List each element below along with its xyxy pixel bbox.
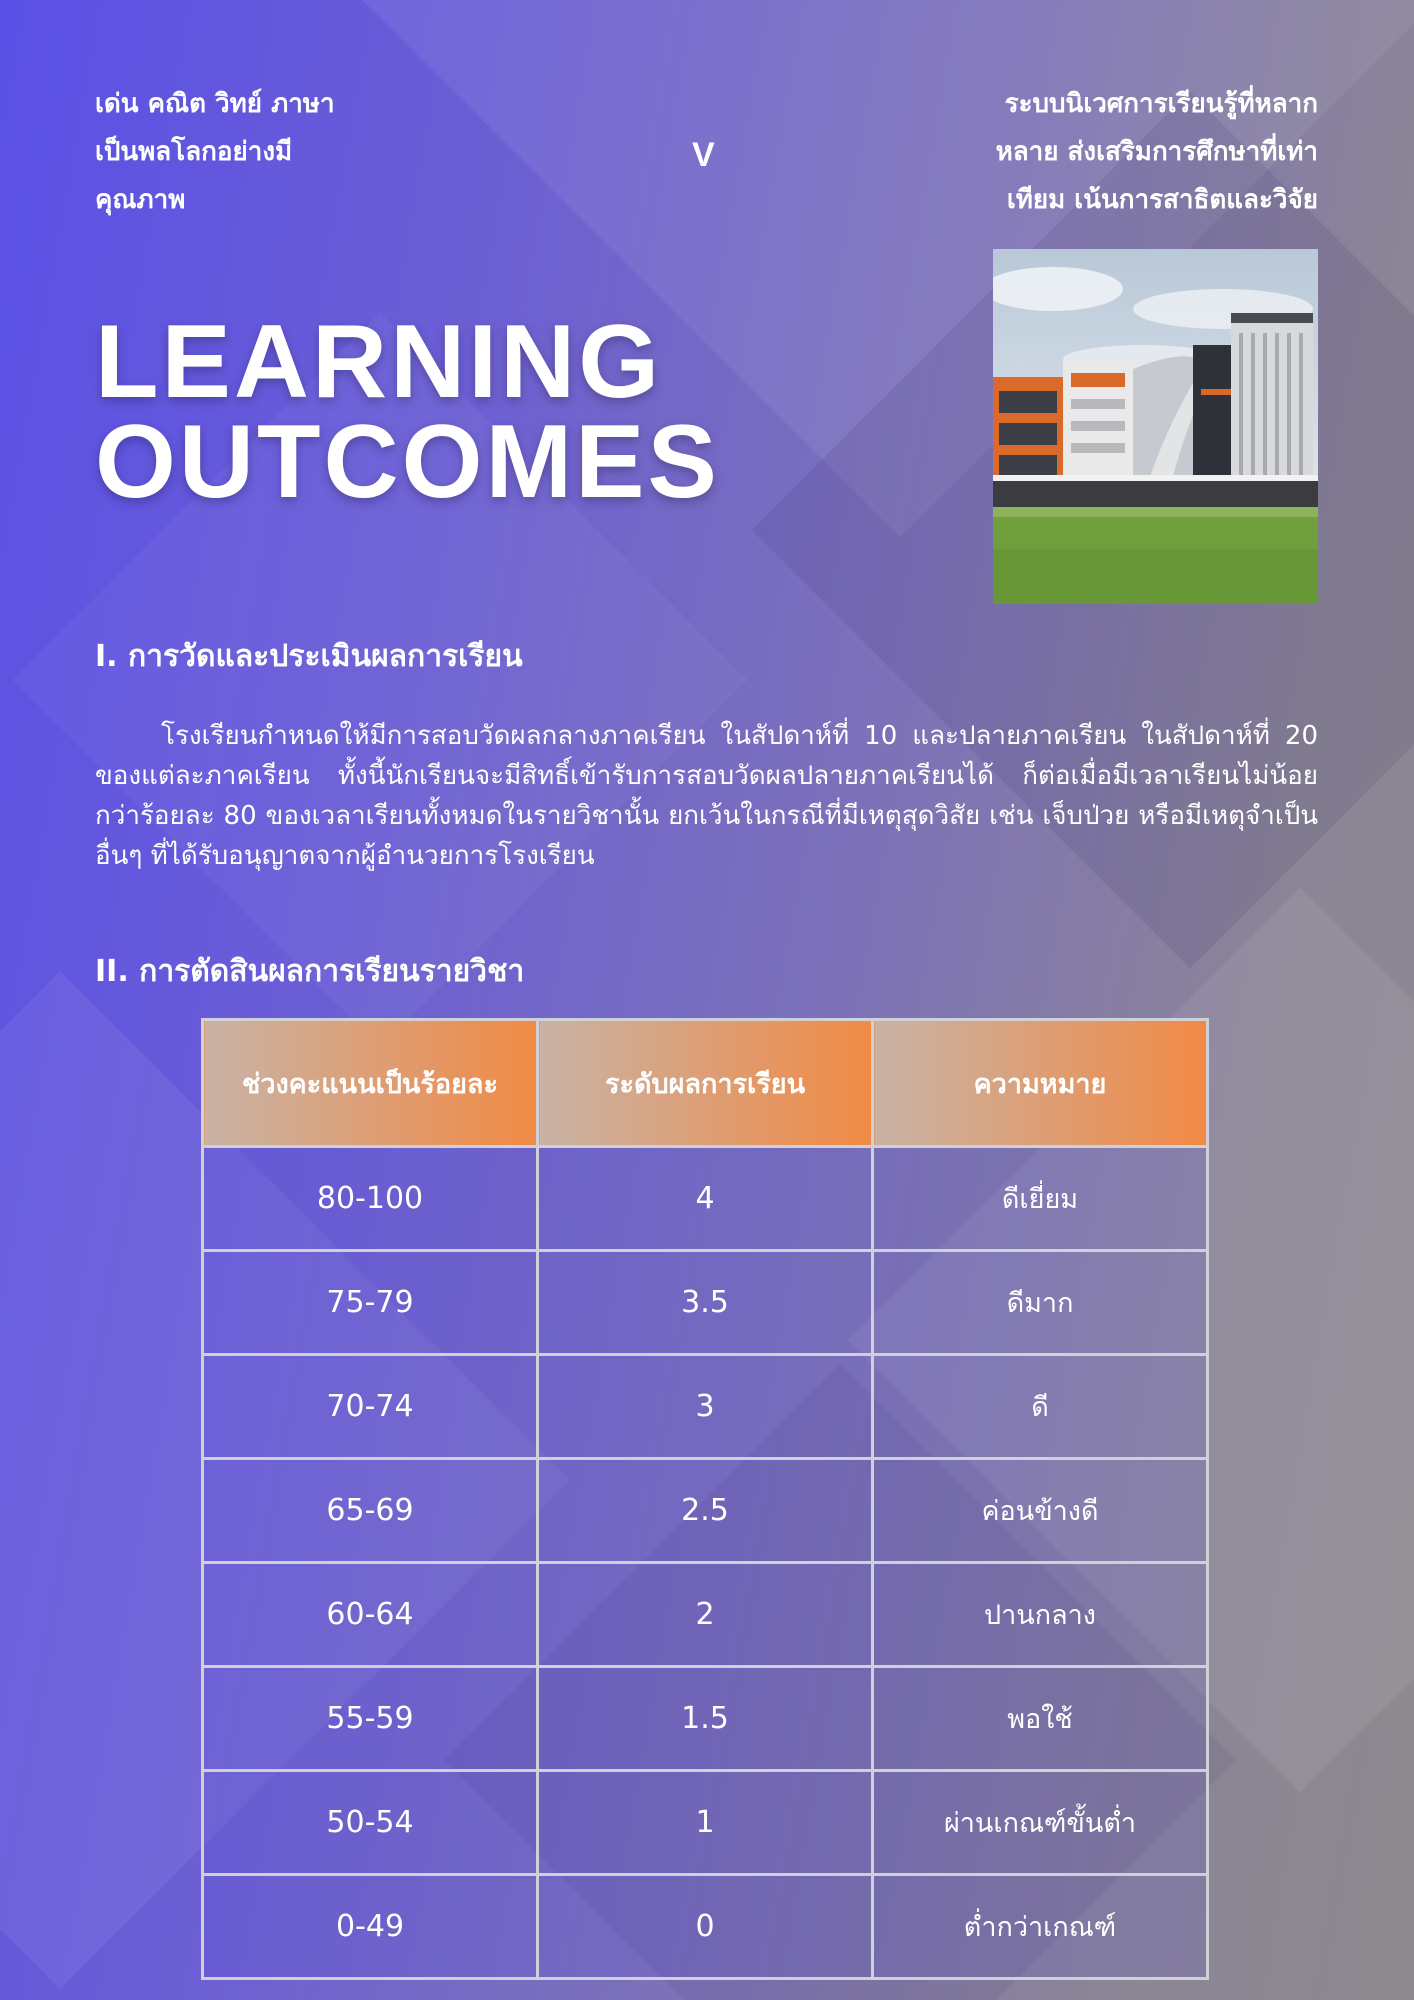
grade-cell: 1.5 <box>538 1667 873 1771</box>
meaning-cell: ปานกลาง <box>873 1563 1208 1667</box>
meaning-cell: ดีมาก <box>873 1251 1208 1355</box>
score-range-cell: 60-64 <box>203 1563 538 1667</box>
motto-right <box>898 80 1318 224</box>
meaning-cell: พอใช้ <box>873 1667 1208 1771</box>
motto-left-line: คุณภาพ <box>95 185 186 215</box>
meaning-cell: ต่ำกว่าเกณฑ์ <box>873 1875 1208 1979</box>
grade-cell: 0 <box>538 1875 873 1979</box>
page-title-line2: OUTCOMES <box>95 404 720 520</box>
section-1-heading: I. การวัดและประเมินผลการเรียน <box>95 639 523 674</box>
score-range-cell: 80-100 <box>203 1147 538 1251</box>
score-range-cell: 75-79 <box>203 1251 538 1355</box>
meaning-cell: ค่อนข้างดี <box>873 1459 1208 1563</box>
motto-right-line: ระบบนิเวศการเรียนรู้ที่หลาก <box>1004 89 1318 119</box>
score-range-cell: 65-69 <box>203 1459 538 1563</box>
motto-right-line: เทียม เน้นการสาธิตและวิจัย <box>1006 185 1318 215</box>
score-range-cell: 0-49 <box>203 1875 538 1979</box>
score-range-cell: 70-74 <box>203 1355 538 1459</box>
grade-cell: 1 <box>538 1771 873 1875</box>
column-header: ระดับผลการเรียน <box>538 1020 873 1147</box>
meaning-cell: ดี <box>873 1355 1208 1459</box>
meaning-cell: ดีเยี่ยม <box>873 1147 1208 1251</box>
table-header-row <box>203 1020 1208 1147</box>
page-title-line1: LEARNING <box>95 304 663 420</box>
table-row <box>203 1563 1208 1667</box>
score-range-cell: 55-59 <box>203 1667 538 1771</box>
motto-right-line: หลาย ส่งเสริมการศึกษาที่เท่า <box>995 137 1318 167</box>
table-row <box>203 1459 1208 1563</box>
table-row <box>203 1771 1208 1875</box>
school-building-photo <box>993 249 1318 604</box>
center-mark: V <box>692 136 715 174</box>
grade-cell: 2 <box>538 1563 873 1667</box>
section-2-heading: II. การตัดสินผลการเรียนรายวิชา <box>95 954 525 989</box>
table-row <box>203 1355 1208 1459</box>
motto-left-line: เป็นพลโลกอย่างมี <box>95 137 293 167</box>
grade-cell: 3 <box>538 1355 873 1459</box>
motto-left-line: เด่น คณิต วิทย์ ภาษา <box>95 89 335 119</box>
page-title <box>95 304 720 520</box>
grade-cell: 3.5 <box>538 1251 873 1355</box>
grading-table <box>201 1018 1209 1980</box>
table-row <box>203 1667 1208 1771</box>
grade-cell: 4 <box>538 1147 873 1251</box>
section-1-body: โรงเรียนกำหนดให้มีการสอบวัดผลกลางภาคเรียน ในสัปดาห์ที่ 10 และปลายภาคเรียน ในสัปดาห์ที่ 20 ของแต่ละภาคเรียน ทั้งนี้นักเรียนจะมีสิทธิ์เข้ารับการสอบวัดผลปลายภาคเรียนได้ ก็ต่อเมื่อมีเวลาเรียนไม่น้อยกว่าร้อยละ 80 ของเวลาเรียนทั้งหมดในรายวิชานั้น ยกเว้นในกรณีที่มีเหตุสุดวิสัย เช่น เจ็บป่วย หรือมีเหตุจำเป็นอื่นๆ ที่ได้รับอนุญาตจากผู้อำนวยการโรงเรียน <box>95 721 1318 871</box>
grade-cell: 2.5 <box>538 1459 873 1563</box>
school-building-illustration <box>993 249 1318 604</box>
score-range-cell: 50-54 <box>203 1771 538 1875</box>
meaning-cell: ผ่านเกณฑ์ขั้นต่ำ <box>873 1771 1208 1875</box>
table-row <box>203 1147 1208 1251</box>
table-row <box>203 1251 1208 1355</box>
table-row <box>203 1875 1208 1979</box>
motto-left <box>95 80 425 224</box>
column-header: ความหมาย <box>873 1020 1208 1147</box>
column-header: ช่วงคะแนนเป็นร้อยละ <box>203 1020 538 1147</box>
